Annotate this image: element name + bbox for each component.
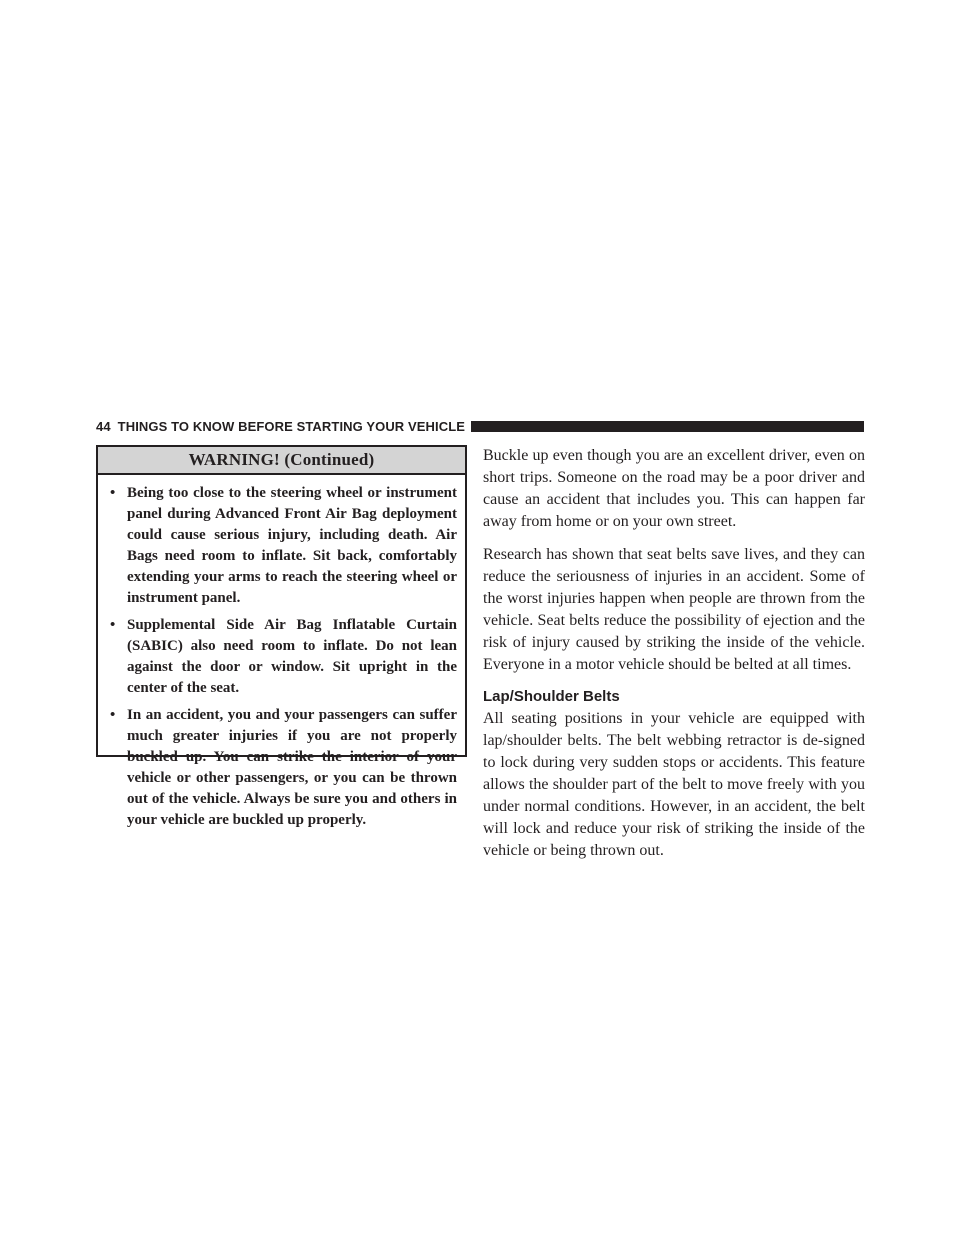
warning-item xyxy=(107,615,457,699)
body-column xyxy=(483,445,865,873)
warning-item-text: Being too close to the steering wheel or instrument panel during Advanced Front Air Bag deployment could cause serious injury, including death. Air Bags need room to inflate. Sit back, comfortably extending your arms to reach the steering wheel or instrument panel. xyxy=(127,485,457,606)
warning-title: WARNING! (Continued) xyxy=(98,447,465,475)
warning-box xyxy=(96,445,467,828)
warning-item xyxy=(107,705,457,831)
header-rule xyxy=(471,421,864,432)
subheading-lap-shoulder-belts: Lap/Shoulder Belts xyxy=(483,688,620,705)
warning-item-text: In an accident, you and your passengers can suffer much greater injuries if you are not properly buckled up. You can strike the interior of your vehicle or other passengers, or you can be thrown out of the vehicle. Always be sure you and others in your vehicle are buckled up properly. xyxy=(127,707,457,828)
running-header xyxy=(96,417,864,435)
bullet-icon: • xyxy=(110,485,116,501)
warning-list xyxy=(98,475,465,831)
body-paragraph-3: All seating positions in your vehicle are equipped with lap/shoulder belts. The belt webbing retractor is de-signed to lock during very sudden stops or accidents. This feature allows the shoulder part of the belt to move freely with you under normal conditions. However, in an accident, the belt will lock and reduce your risk of striking the inside of the vehicle or being thrown out. xyxy=(483,710,865,859)
bullet-icon: • xyxy=(110,707,116,723)
header-page-number: 44 xyxy=(96,418,111,434)
body-paragraph-1: Buckle up even though you are an excellent driver, even on short trips. Someone on the road may be a poor driver and cause an accident that includes you. This can happen far away from home or on your own street. xyxy=(483,447,865,530)
warning-item-text: Supplemental Side Air Bag Inflatable Curtain (SABIC) also need room to inflate. Do not lean against the door or window. Sit upright in the center of the seat. xyxy=(127,617,457,696)
bullet-icon: • xyxy=(110,617,116,633)
warning-item xyxy=(107,483,457,609)
body-paragraph-2: Research has shown that seat belts save lives, and they can reduce the seriousness of injuries in an accident. Some of the worst injuries happen when people are thrown from the vehicle. Seat belts reduce the possibility of ejection and the risk of injury caused by striking the inside of the vehicle. Everyone in a motor vehicle should be belted at all times. xyxy=(483,546,865,673)
header-section-title: THINGS TO KNOW BEFORE STARTING YOUR VEHICLE xyxy=(117,418,466,434)
